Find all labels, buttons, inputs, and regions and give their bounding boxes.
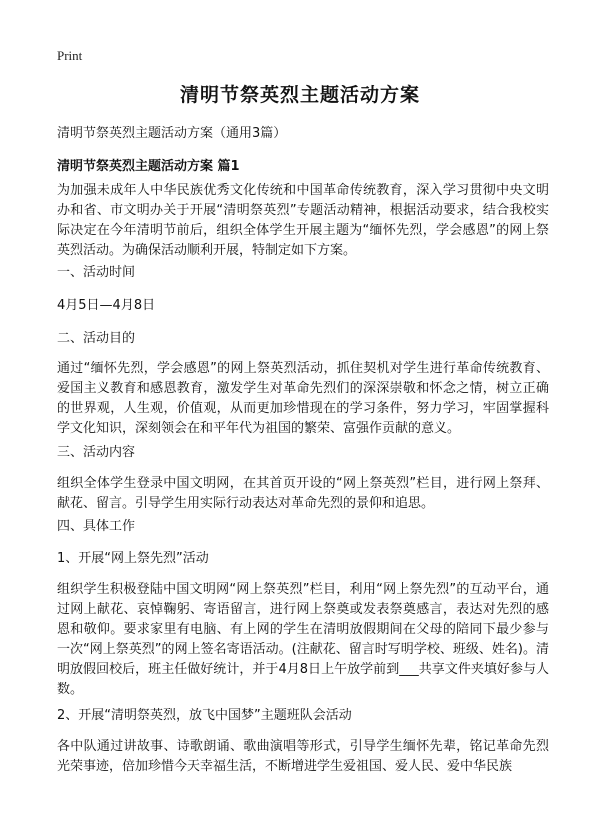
intro-paragraph: 为加强未成年人中华民族优秀文化传统和中国革命传统教育，深入学习贯彻中央文明办和省、市文明办关于开展“清明祭英烈”专题活动精神，根据活动要求，结合我校实际决定在今年清明节前后，组织全体学生开展主题为“缅怀先烈，学会感恩”的网上祭英烈活动。为确保活动顺利开展，特制定如下方案。 — [57, 183, 549, 258]
item-heading-online: 1、开展“网上祭先烈”活动 — [57, 551, 209, 566]
section-body-content: 组织全体学生登录中国文明网，在其首页开设的“网上祭英烈”栏目，进行网上祭拜、献花、留言。引导学生用实际行动表达对革命先烈的景仰和追思。 — [57, 476, 549, 511]
article-heading: 清明节祭英烈主题活动方案 篇1 — [57, 159, 240, 174]
section-heading-purpose: 二、活动目的 — [57, 331, 136, 346]
section-heading-time: 一、活动时间 — [57, 265, 136, 280]
document-title: 清明节祭英烈主题活动方案 — [179, 84, 420, 106]
document-subtitle: 清明节祭英烈主题活动方案（通用3篇） — [57, 126, 287, 141]
item-body-online: 组织学生积极登陆中国文明网“网上祭英烈”栏目，利用“网上祭先烈”的互动平台，通过网上献花、哀悼鞠躬、寄语留言，进行网上祭奠或发表祭奠感言，表达对先烈的感恩和敬仰。要求家里有电脑、有上网的学生在清明放假期间在父母的陪同下最少参与一次“网上祭英烈”的网上签名寄语活动。(注献花、留言时写明学校、班级、姓名)。清明放假回校后，班主任做好统计，并于4月8日上午放学前到___共享文件夹填好参与人数。 — [57, 582, 549, 697]
section-heading-content: 三、活动内容 — [57, 445, 136, 460]
item-heading-class-meeting: 2、开展“清明祭英烈，放飞中国梦”主题班队会活动 — [57, 708, 352, 723]
section-heading-work: 四、具体工作 — [57, 519, 136, 534]
print-link[interactable]: Print — [57, 48, 83, 63]
item-body-class-meeting: 各中队通过讲故事、诗歌朗诵、歌曲演唱等形式，引导学生缅怀先辈，铭记革命先烈光荣事迹，倍加珍惜今天幸福生活，不断增进学生爱祖国、爱人民、爱中华民族 — [57, 739, 549, 774]
section-body-purpose: 通过“缅怀先烈，学会感恩”的网上祭英烈活动，抓住契机对学生进行革命传统教育、爱国主义教育和感恩教育，激发学生对革命先烈们的深深崇敬和怀念之情，树立正确的世界观，人生观，价值观，从而更加珍惜现在的学习条件，努力学习，牢固掌握科学文化知识，深刻领会在和平年代为祖国的繁荣、富强作贡献的意义。 — [57, 361, 549, 436]
section-body-time: 4月5日—4月8日 — [57, 298, 156, 313]
